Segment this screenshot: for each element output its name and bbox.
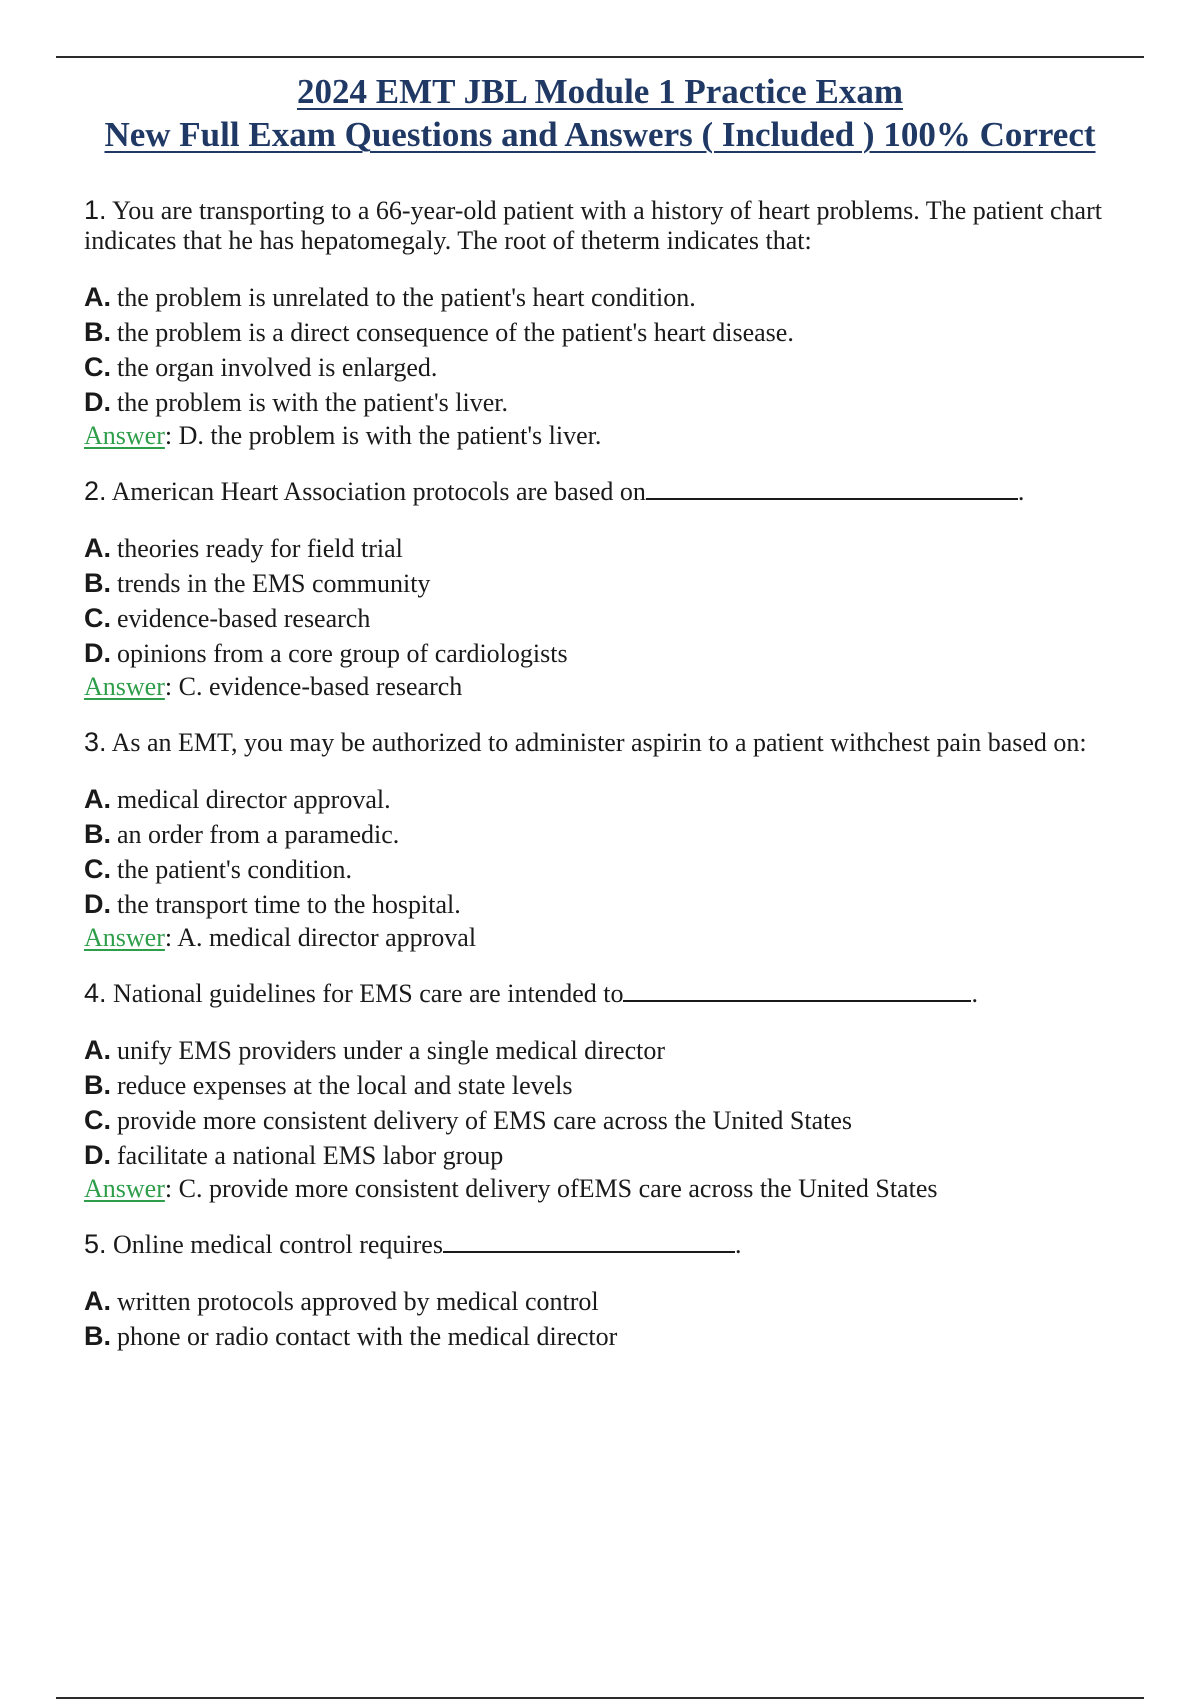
question-stem bbox=[84, 727, 1150, 758]
option-letter: C. bbox=[84, 603, 111, 633]
answer-option bbox=[84, 852, 1150, 887]
question-number: 3. bbox=[84, 727, 107, 757]
top-rule bbox=[56, 56, 1144, 58]
question-text: American Heart Association protocols are based on bbox=[111, 477, 646, 506]
option-text: medical director approval. bbox=[117, 785, 391, 814]
answer-option bbox=[84, 782, 1150, 817]
option-letter: C. bbox=[84, 854, 111, 884]
answer-colon: : bbox=[164, 1174, 173, 1203]
question-stem bbox=[84, 195, 1150, 256]
option-text: written protocols approved by medical control bbox=[117, 1287, 599, 1316]
option-text: facilitate a national EMS labor group bbox=[117, 1141, 504, 1170]
question-3 bbox=[84, 727, 1150, 954]
answer-option bbox=[84, 531, 1150, 566]
option-text: opinions from a core group of cardiologists bbox=[117, 639, 568, 668]
question-stem bbox=[84, 978, 1150, 1009]
option-text: evidence-based research bbox=[117, 604, 371, 633]
question-number: 4. bbox=[84, 978, 107, 1008]
option-text: phone or radio contact with the medical director bbox=[117, 1322, 618, 1351]
option-text: provide more consistent delivery of EMS care across the United States bbox=[117, 1106, 853, 1135]
option-letter: B. bbox=[84, 1321, 111, 1351]
answer-line bbox=[84, 420, 1150, 452]
question-number: 5. bbox=[84, 1229, 107, 1259]
option-letter: B. bbox=[84, 317, 111, 347]
option-letter: D. bbox=[84, 638, 111, 668]
answer-option bbox=[84, 1284, 1150, 1319]
fill-in-blank bbox=[623, 980, 971, 1002]
option-text: the problem is a direct consequence of the patient's heart disease. bbox=[117, 318, 794, 347]
question-5 bbox=[84, 1229, 1150, 1354]
answer-label: Answer bbox=[84, 421, 165, 450]
option-letter: D. bbox=[84, 1140, 111, 1170]
answer-option bbox=[84, 566, 1150, 601]
answer-label: Answer bbox=[84, 923, 165, 952]
question-text: Online medical control requires bbox=[113, 1230, 443, 1259]
answer-option bbox=[84, 817, 1150, 852]
option-letter: D. bbox=[84, 889, 111, 919]
title-line-2: New Full Exam Questions and Answers ( Included ) 100% Correct bbox=[104, 115, 1096, 154]
answer-option bbox=[84, 1138, 1150, 1173]
answer-colon: : bbox=[164, 672, 173, 701]
question-number: 2. bbox=[84, 476, 107, 506]
option-letter: A. bbox=[84, 1286, 111, 1316]
answer-line bbox=[84, 1173, 1150, 1205]
answer-text: A. medical director approval bbox=[177, 923, 477, 952]
question-stem bbox=[84, 476, 1150, 507]
answer-option bbox=[84, 601, 1150, 636]
bottom-rule bbox=[56, 1697, 1144, 1699]
question-list bbox=[84, 195, 1150, 1378]
question-suffix: . bbox=[971, 979, 978, 1008]
question-2 bbox=[84, 476, 1150, 703]
option-text: the transport time to the hospital. bbox=[117, 890, 461, 919]
answer-label: Answer bbox=[84, 672, 165, 701]
fill-in-blank bbox=[646, 478, 1018, 500]
question-text: National guidelines for EMS care are intended to bbox=[113, 979, 624, 1008]
option-text: an order from a paramedic. bbox=[117, 820, 400, 849]
question-1 bbox=[84, 195, 1150, 452]
question-4 bbox=[84, 978, 1150, 1205]
option-text: trends in the EMS community bbox=[117, 569, 431, 598]
answer-line bbox=[84, 922, 1150, 954]
option-text: the organ involved is enlarged. bbox=[117, 353, 438, 382]
option-text: the problem is unrelated to the patient's heart condition. bbox=[117, 283, 696, 312]
option-letter: B. bbox=[84, 1070, 111, 1100]
answer-label: Answer bbox=[84, 1174, 165, 1203]
answer-line bbox=[84, 671, 1150, 703]
answer-text: D. the problem is with the patient's liver. bbox=[178, 421, 602, 450]
question-stem bbox=[84, 1229, 1150, 1260]
answer-option bbox=[84, 1068, 1150, 1103]
option-letter: A. bbox=[84, 282, 111, 312]
document-title bbox=[0, 70, 1200, 156]
question-text: You are transporting to a 66-year-old patient with a history of heart problems. The patient chart indicates that he has hepatomegaly. The root of theterm indicates that: bbox=[84, 196, 1102, 255]
answer-option bbox=[84, 315, 1150, 350]
answer-option bbox=[84, 385, 1150, 420]
answer-option bbox=[84, 350, 1150, 385]
answer-option bbox=[84, 1103, 1150, 1138]
question-text: As an EMT, you may be authorized to administer aspirin to a patient withchest pain based on: bbox=[111, 728, 1087, 757]
option-text: the problem is with the patient's liver. bbox=[117, 388, 509, 417]
answer-option bbox=[84, 1319, 1150, 1354]
option-text: reduce expenses at the local and state levels bbox=[117, 1071, 573, 1100]
title-line-1: 2024 EMT JBL Module 1 Practice Exam bbox=[297, 72, 903, 111]
answer-colon: : bbox=[164, 923, 173, 952]
answer-option bbox=[84, 1033, 1150, 1068]
question-number: 1. bbox=[84, 195, 107, 225]
answer-option bbox=[84, 887, 1150, 922]
option-text: theories ready for field trial bbox=[117, 534, 403, 563]
option-letter: B. bbox=[84, 819, 111, 849]
answer-option bbox=[84, 280, 1150, 315]
option-letter: B. bbox=[84, 568, 111, 598]
question-suffix: . bbox=[734, 1230, 742, 1259]
answer-text: C. evidence-based research bbox=[178, 672, 463, 701]
answer-colon: : bbox=[164, 421, 173, 450]
answer-option bbox=[84, 636, 1150, 671]
answer-text: C. provide more consistent delivery ofEMS care across the United States bbox=[178, 1174, 938, 1203]
option-text: the patient's condition. bbox=[117, 855, 353, 884]
option-letter: D. bbox=[84, 387, 111, 417]
fill-in-blank bbox=[443, 1231, 735, 1253]
option-letter: C. bbox=[84, 1105, 111, 1135]
option-letter: A. bbox=[84, 1035, 111, 1065]
option-letter: A. bbox=[84, 784, 111, 814]
option-text: unify EMS providers under a single medical director bbox=[117, 1036, 666, 1065]
question-suffix: . bbox=[1017, 477, 1025, 506]
option-letter: C. bbox=[84, 352, 111, 382]
option-letter: A. bbox=[84, 533, 111, 563]
